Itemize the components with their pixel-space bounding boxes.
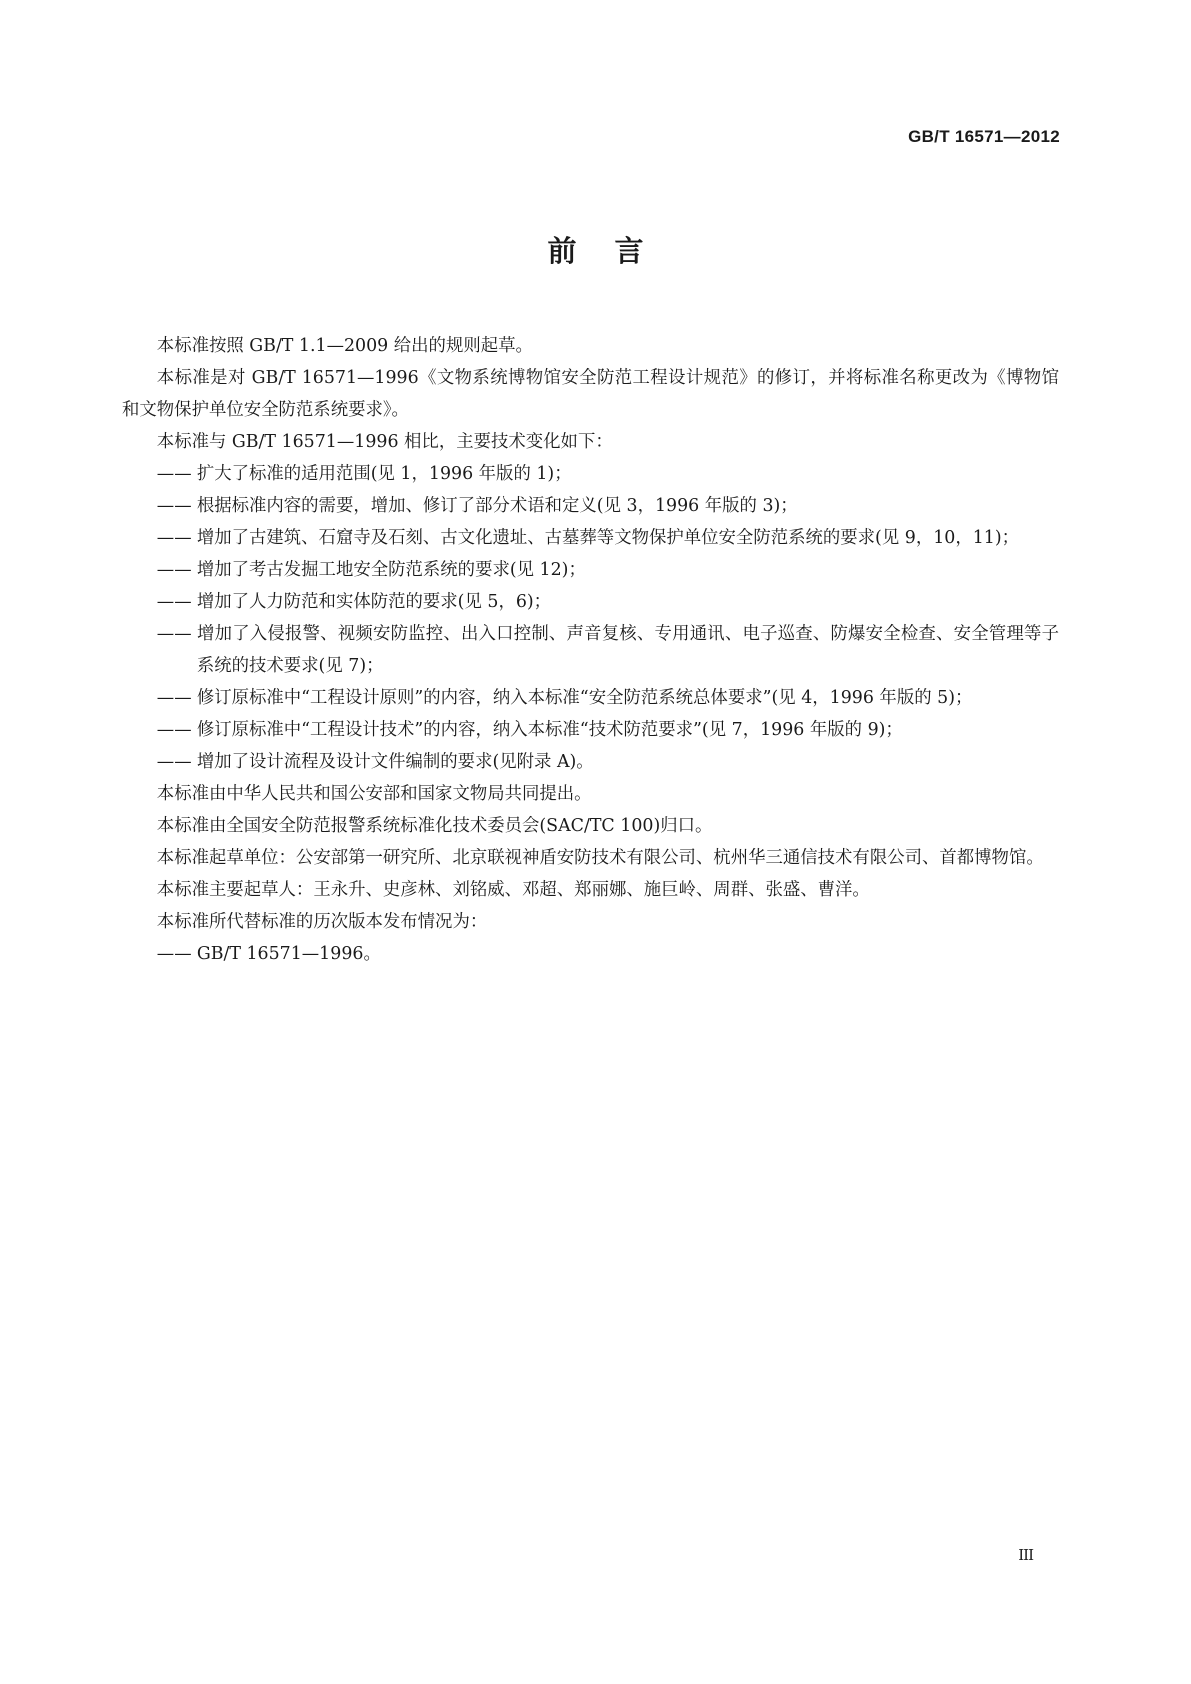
list-item-text: 增加了人力防范和实体防范的要求(见 5，6)；	[196, 592, 552, 612]
list-item	[122, 522, 1059, 554]
dash-marker: ——	[156, 688, 192, 708]
superseded-list	[122, 938, 1059, 970]
page-number: III	[1018, 1546, 1033, 1564]
list-item-text: GB/T 16571—1996。	[196, 944, 381, 964]
paragraph-previous-editions: 本标准所代替标准的历次版本发布情况为：	[156, 912, 488, 932]
paragraph-drafting-rules: 本标准按照 GB/T 1.1—2009 给出的规则起草。	[156, 336, 533, 356]
dash-marker: ——	[156, 496, 192, 516]
list-item	[122, 554, 1059, 586]
list-item-text: 修订原标准中“工程设计原则”的内容，纳入本标准“安全防范系统总体要求”(见 4，1996 年版的 5)；	[196, 688, 973, 708]
dash-marker: ——	[156, 560, 192, 580]
paragraph-drafters: 本标准主要起草人：王永升、史彦林、刘铭威、邓超、郑丽娜、施巨岭、周群、张盛、曹洋。	[156, 880, 870, 900]
list-item	[122, 746, 1059, 778]
paragraph-proposer: 本标准由中华人民共和国公安部和国家文物局共同提出。	[156, 784, 592, 804]
dash-marker: ——	[156, 720, 192, 740]
list-item-text: 增加了设计流程及设计文件编制的要求(见附录 A)。	[196, 752, 594, 772]
list-item-text: 根据标准内容的需要，增加、修订了部分术语和定义(见 3，1996 年版的 3)；	[196, 496, 798, 516]
dash-marker: ——	[156, 944, 192, 964]
paragraph-revision-note: 本标准是对 GB/T 16571—1996《文物系统博物馆安全防范工程设计规范》的修订，并将标准名称更改为《博物馆和文物保护单位安全防范系统要求》。	[122, 368, 1059, 420]
paragraph-changes-intro: 本标准与 GB/T 16571—1996 相比，主要技术变化如下：	[156, 432, 613, 452]
list-item	[122, 618, 1059, 682]
list-item	[122, 586, 1059, 618]
list-item	[122, 682, 1059, 714]
paragraph-committee: 本标准由全国安全防范报警系统标准化技术委员会(SAC/TC 100)归口。	[156, 816, 713, 836]
foreword-body	[122, 330, 1059, 970]
list-item	[122, 490, 1059, 522]
dash-marker: ——	[156, 624, 192, 644]
dash-marker: ——	[156, 592, 192, 612]
page-title: 前言	[547, 234, 682, 268]
list-item-text: 增加了入侵报警、视频安防监控、出入口控制、声音复核、专用通讯、电子巡查、防爆安全检查、安全管理等子系统的技术要求(见 7)；	[196, 624, 1059, 676]
list-item-text: 修订原标准中“工程设计技术”的内容，纳入本标准“技术防范要求”(见 7，1996 年版的 9)；	[196, 720, 903, 740]
list-item	[122, 458, 1059, 490]
dash-marker: ——	[156, 464, 192, 484]
list-item-text: 增加了考古发掘工地安全防范系统的要求(见 12)；	[196, 560, 586, 580]
list-item-text: 扩大了标准的适用范围(见 1，1996 年版的 1)；	[196, 464, 572, 484]
list-item-text: 增加了古建筑、石窟寺及石刻、古文化遗址、古墓葬等文物保护单位安全防范系统的要求(见 9，10，11)；	[196, 528, 1020, 548]
dash-marker: ——	[156, 752, 192, 772]
changes-list	[122, 458, 1059, 778]
dash-marker: ——	[156, 528, 192, 548]
paragraph-drafting-units: 本标准起草单位：公安部第一研究所、北京联视神盾安防技术有限公司、杭州华三通信技术有限公司、首都博物馆。	[156, 848, 1044, 868]
list-item	[122, 938, 1059, 970]
list-item	[122, 714, 1059, 746]
standard-code: GB/T 16571—2012	[908, 127, 1060, 146]
